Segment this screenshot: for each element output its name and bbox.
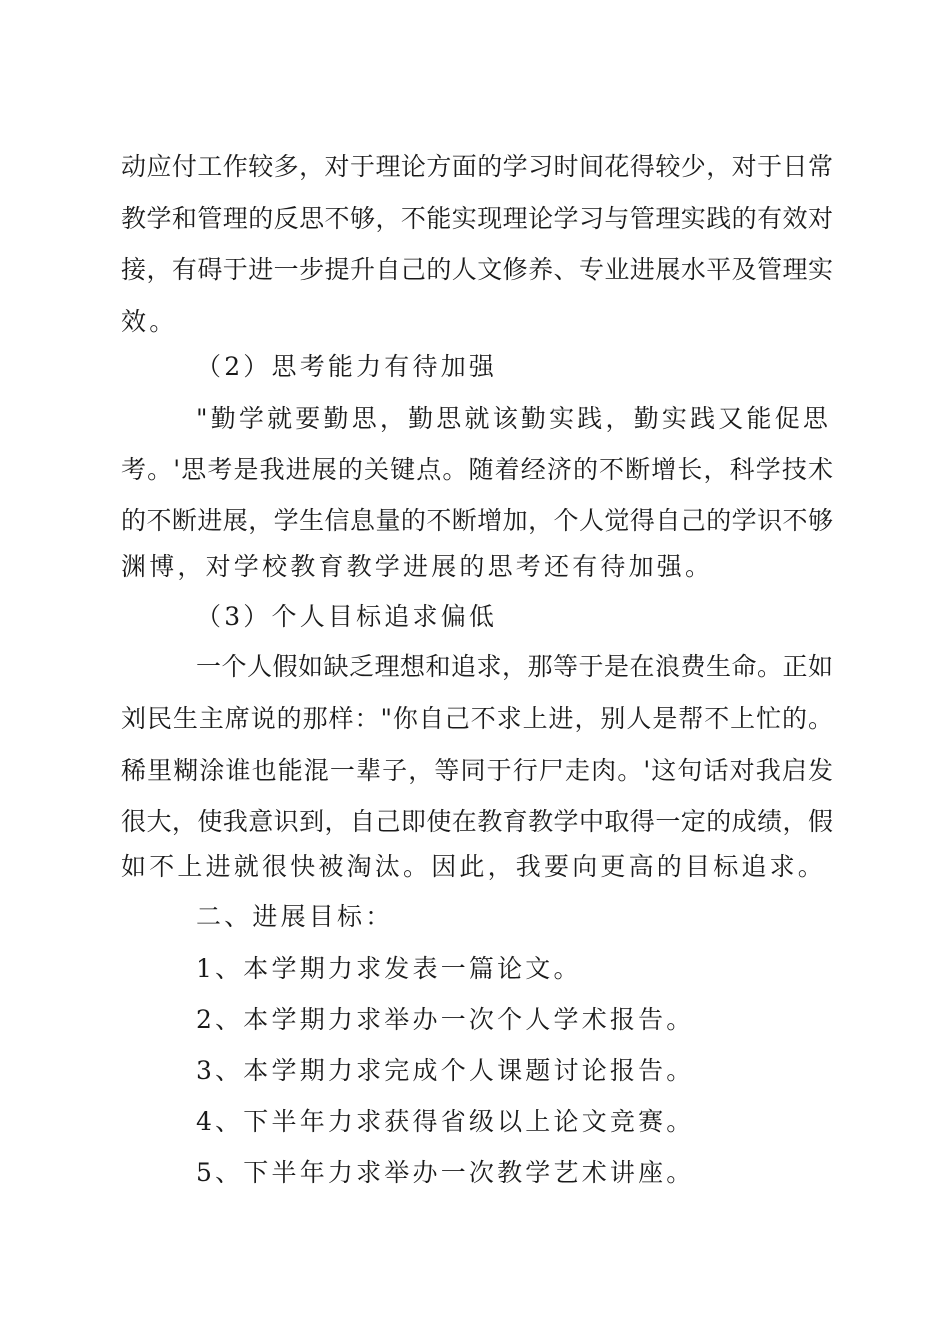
paragraph-line: 刘民生主席说的那样："你自己不求上进，别人是帮不上忙的。 (121, 704, 833, 733)
paragraph-line: 渊博，对学校教育教学进展的思考还有待加强。 (121, 552, 714, 581)
list-item: 1、本学期力求发表一篇论文。 (196, 954, 582, 983)
paragraph-line: 稀里糊涂谁也能混一辈子，等同于行尸走肉。'这句话对我启发 (121, 756, 833, 785)
paragraph-line: 的不断进展，学生信息量的不断增加，个人觉得自己的学识不够 (121, 506, 833, 535)
paragraph-line: 一个人假如缺乏理想和追求，那等于是在浪费生命。正如 (196, 652, 833, 681)
paragraph-line: "勤学就要勤思，勤思就该勤实践，勤实践又能促思 (196, 404, 832, 433)
paragraph-line: 接，有碍于进一步提升自己的人文修养、专业进展水平及管理实 (121, 255, 833, 284)
section-heading: （2）思考能力有待加强 (196, 352, 498, 381)
list-item: 2、本学期力求举办一次个人学术报告。 (196, 1005, 695, 1034)
paragraph-line: 考。'思考是我进展的关键点。随着经济的不断增长，科学技术 (121, 455, 833, 484)
list-item: 5、下半年力求举办一次教学艺术讲座。 (196, 1158, 695, 1187)
section-heading: （3）个人目标追求偏低 (196, 602, 498, 631)
paragraph-line: 很大，使我意识到，自己即使在教育教学中取得一定的成绩，假 (121, 807, 833, 836)
paragraph-line: 效。 (121, 307, 178, 336)
paragraph-line: 如不上进就很快被淘汰。因此，我要向更高的目标追求。 (121, 852, 827, 881)
paragraph-line: 动应付工作较多，对于理论方面的学习时间花得较少，对于日常 (121, 152, 833, 181)
section-heading: 二、进展目标： (196, 902, 394, 931)
paragraph-line: 教学和管理的反思不够，不能实现理论学习与管理实践的有效对 (121, 204, 833, 233)
list-item: 4、下半年力求获得省级以上论文竞赛。 (196, 1107, 695, 1136)
list-item: 3、本学期力求完成个人课题讨论报告。 (196, 1056, 695, 1085)
